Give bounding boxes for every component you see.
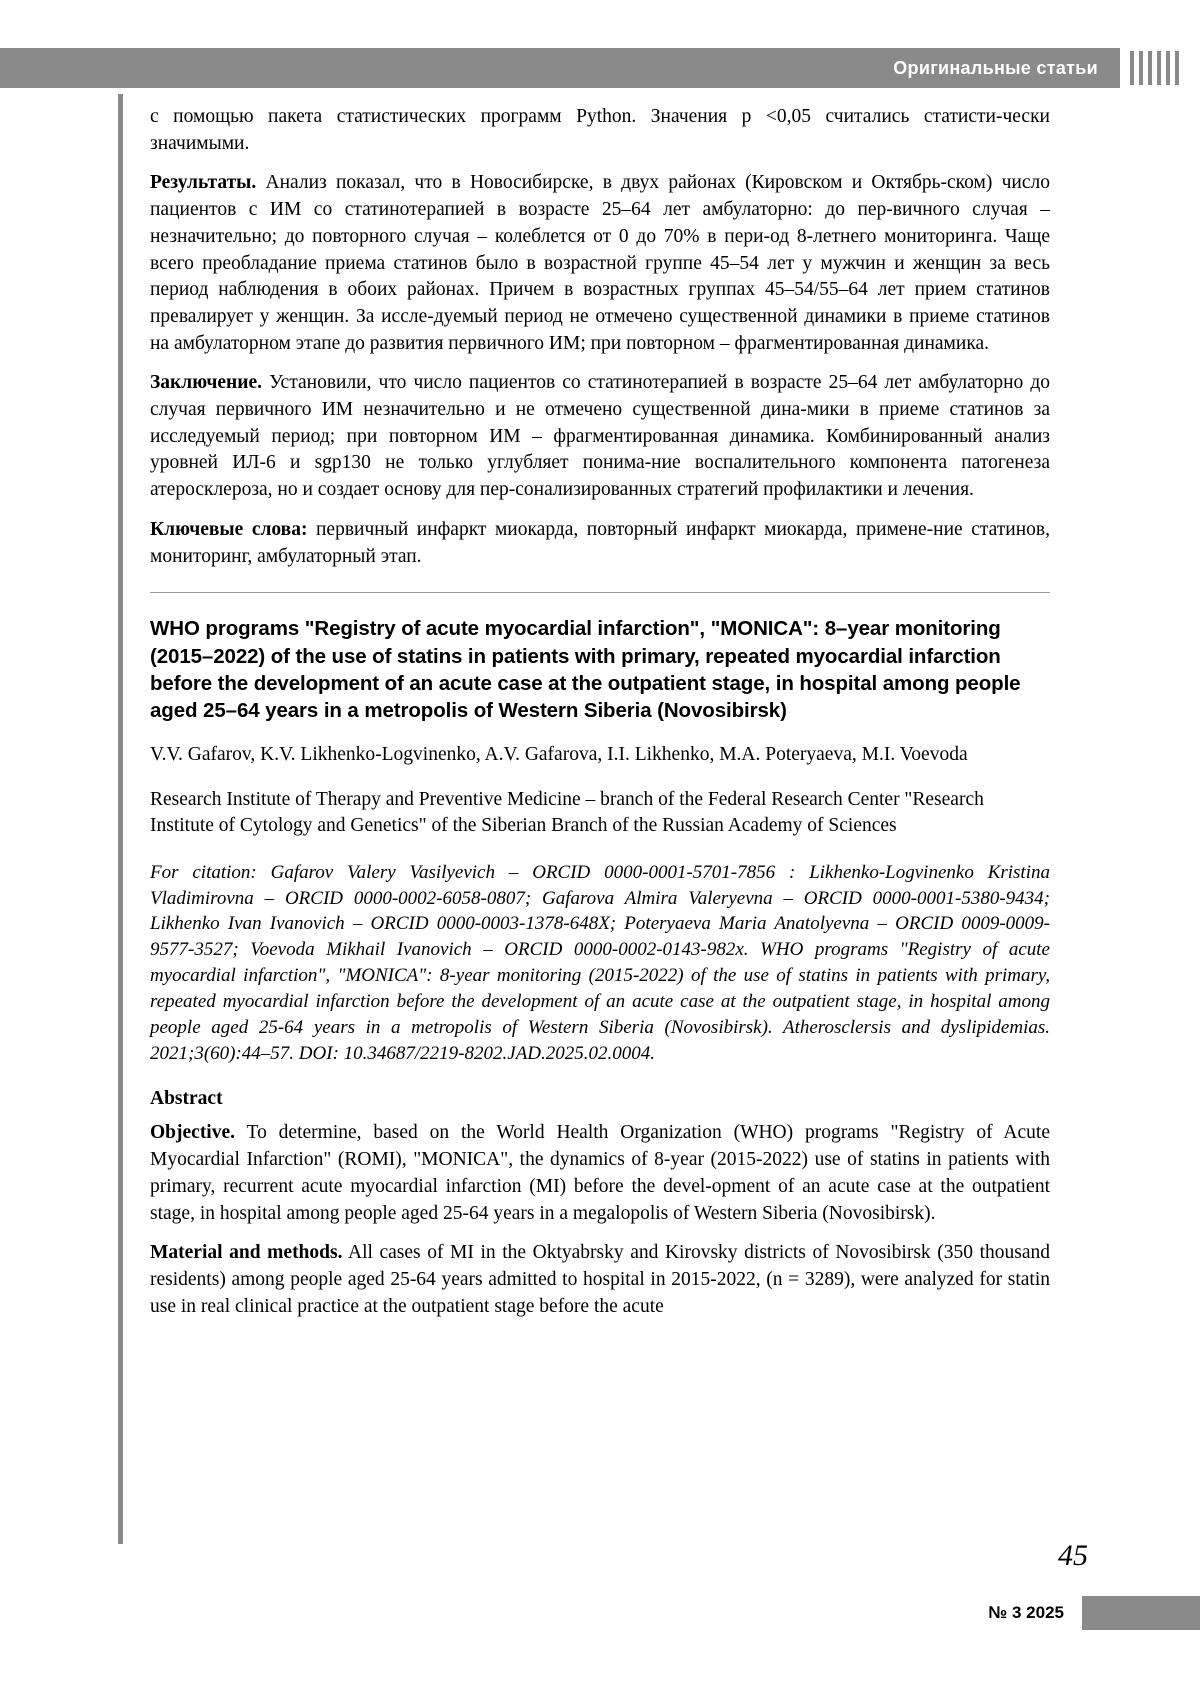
- conclusion-text: Установили, что число пациентов со статинотерапией в возрасте 25–64 лет амбулаторно до случая первичного ИМ незначительно и не отмечено существенной дина-мики в приеме статинов за исследуемый период; при повторном ИМ – фрагментированная динамика. Комбинированный анализ уровней ИЛ-6 и sgp130 не только углубляет понима-ние воспалительного компонента патогенеза атеросклероза, но и создает основу для пер-сонализированных стратегий профилактики и лечения.: [150, 372, 1050, 501]
- page-number: 45: [1058, 1539, 1088, 1572]
- english-article-title: WHO programs "Registry of acute myocardial infarction", "MONICA": 8–year monitoring (2015–2022) of the use of statins in patients with primary, repeated myocardial infarction before the development of an acute case at the outpatient stage, in hospital among people aged 25–64 years in a metropolis of Western Siberia (Novosibirsk): [150, 617, 1021, 722]
- header-band: [0, 48, 1120, 88]
- citation-block: For citation: Gafarov Valery Vasilyevich – ORCID 0000-0001-5701-7856 : Likhenko-Logvinenko Kristina Vladimirovna – ORCID 0000-0002-6058-0807; Gafarova Almira Valeryevna – ORCID 0000-0001-5380-9434; Likhenko Ivan Ivanovich – ORCID 0000-0003-1378-648X; Poteryaeva Maria Anatolyevna – ORCID 0009-0009-9577-3527; Voevoda Mikhail Ivanovich – ORCID 0000-0002-0143-982x. WHO programs "Registry of acute myocardial infarction", "MONICA": 8-year monitoring (2015-2022) of the use of statins in patients with primary, repeated myocardial infarction before the development of an acute case at the outpatient stage, in hospital among people aged 25-64 years in a metropolis of Western Siberia (Novosibirsk). Atherosclersis and dyslipidemias. 2021;3(60):44–57. DOI: 10.34687/2219-8202.JAD.2025.02.0004.: [150, 861, 1050, 1064]
- article-content: [150, 104, 1050, 1333]
- author-list: V.V. Gafarov, K.V. Likhenko-Logvinenko, A.V. Gafarova, I.I. Likhenko, M.A. Poteryaeva, M.I. Voevoda: [150, 744, 968, 766]
- keywords-text: первичный инфаркт миокарда, повторный инфаркт миокарда, примене-ние статинов, мониторинг, амбулаторный этап.: [150, 518, 1050, 567]
- header-title: Оригинальные статьи: [893, 57, 1098, 78]
- results-text: Анализ показал, что в Новосибирске, в двух районах (Кировском и Октябрь-ском) число пациентов с ИМ со статинотерапией в возрасте 25–64 лет амбулаторно: до пер-вичного случая – незначительно; до повторного случая – колеблется от 0 до 70% в пери-од 8-летнего мониторинга. Чаще всего преобладание приема статинов было в возрастной группе 45–54 лет у мужчин и женщин за весь период наблюдения в обоих районах. Причем в возрастных группах 45–54/55–64 лет прием статинов превалирует у женщин. За иссле-дуемый период не отмечено существенной динамики в приеме статинов на амбулаторном этапе до развития первичного ИМ; при повторном – фрагментированная динамика.: [150, 172, 1050, 354]
- left-margin-rule: [118, 94, 123, 1544]
- page-header: [0, 48, 1200, 88]
- abstract-heading: Abstract: [150, 1088, 223, 1110]
- objective-text: To determine, based on the World Health Organization (WHO) programs "Registry of Acute Myocardial Infarction" (ROMI), "MONICA", the dynamics of 8-year (2015-2022) use of statins in patients with primary, recurrent acute myocardial infarction (MI) before the devel-opment of an acute case at the outpatient stage, in hospital among people aged 25-64 years in a megalopolis of Western Siberia (Novosibirsk).: [150, 1122, 1050, 1224]
- header-stripes-decoration: [1120, 48, 1200, 88]
- paragraph-keywords: [150, 517, 1050, 570]
- page-footer: [0, 1596, 1200, 1630]
- paragraph-methods-tail: с помощью пакета статистических программ Python. Значения p <0,05 считались статисти-чески значимыми.: [150, 106, 1050, 154]
- materials-text: All cases of MI in the Oktyabrsky and Kirovsky districts of Novosibirsk (350 thousand residents) among people aged 25-64 years admitted to hospital in 2015-2022, (n = 3289), were analyzed for statin use in real clinical practice at the outpatient stage before the acute: [150, 1242, 1050, 1317]
- section-divider: [150, 592, 1050, 593]
- affiliation: Research Institute of Therapy and Preventive Medicine – branch of the Federal Research Center "Research Institute of Cytology and Genetics" of the Siberian Branch of the Russian Academy of Sciences: [150, 788, 984, 837]
- objective-label: Objective.: [150, 1122, 236, 1144]
- paragraph-conclusion: [150, 370, 1050, 504]
- footer-left-area: [0, 1596, 1082, 1630]
- paragraph-results: [150, 170, 1050, 357]
- keywords-label: Ключевые слова:: [150, 518, 308, 540]
- conclusion-label: Заключение.: [150, 372, 263, 394]
- paragraph-objective: [150, 1120, 1050, 1227]
- footer-accent-block: [1082, 1596, 1200, 1630]
- paragraph-material-methods: [150, 1240, 1050, 1320]
- issue-label: № 3 2025: [988, 1603, 1064, 1622]
- materials-label: Material and methods.: [150, 1242, 343, 1264]
- results-label: Результаты.: [150, 172, 257, 194]
